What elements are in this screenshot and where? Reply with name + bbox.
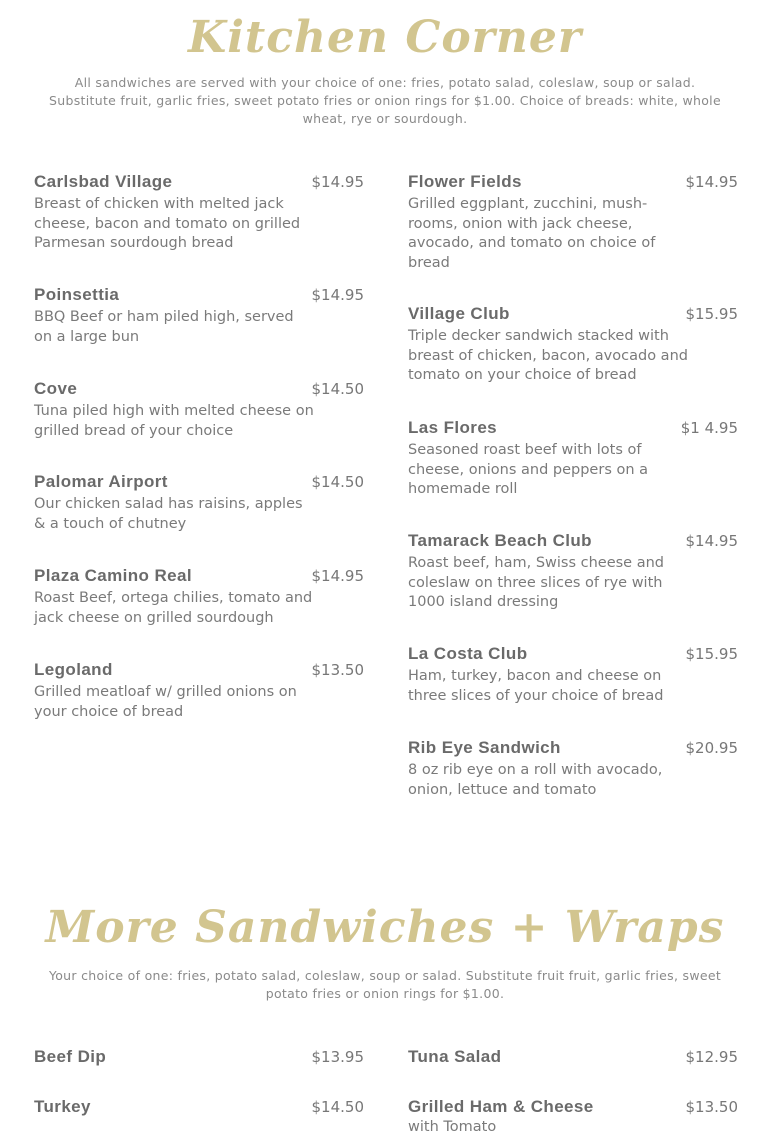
item-price: $20.95 xyxy=(685,739,738,757)
item-price: $15.95 xyxy=(685,305,738,323)
item-description: Seasoned roast beef with lots of cheese, onions and peppers on a homemade roll xyxy=(408,442,649,498)
item-price: $14.95 xyxy=(311,286,364,304)
item-name: Beef Dip xyxy=(34,1047,107,1066)
menu-item-beef-dip xyxy=(34,1046,364,1068)
item-name: Carlsbad Village xyxy=(34,172,173,191)
menu-item-rib-eye-sandwich xyxy=(408,737,738,800)
item-price: $13.50 xyxy=(311,661,364,679)
menu-item-plaza-camino-real xyxy=(34,565,364,628)
item-name: Poinsettia xyxy=(34,285,120,304)
menu-item-flower-fields xyxy=(408,171,738,274)
item-description: BBQ Beef or ham piled high, served on a large bun xyxy=(34,309,294,345)
item-name: Village Club xyxy=(408,304,510,323)
item-description: with Tomato xyxy=(408,1119,497,1135)
item-name: Grilled Ham & Cheese xyxy=(408,1097,594,1116)
item-name: Rib Eye Sandwich xyxy=(408,738,561,757)
menu-item-tamarack-beach-club xyxy=(408,530,738,613)
menu-item-cove xyxy=(34,378,364,441)
item-name: Tuna Salad xyxy=(408,1047,502,1066)
item-price: $13.95 xyxy=(311,1048,364,1066)
item-name: Legoland xyxy=(34,660,113,679)
item-name: Turkey xyxy=(34,1097,91,1116)
item-name: Tamarack Beach Club xyxy=(408,531,592,550)
menu-item-turkey xyxy=(34,1096,364,1118)
kitchen-corner-title: Kitchen Corner xyxy=(187,12,583,63)
item-price: $12.95 xyxy=(685,1048,738,1066)
menu-item-tuna-salad xyxy=(408,1046,738,1068)
item-price: $14.50 xyxy=(311,380,364,398)
more-sandwiches-title: More Sandwiches + Wraps xyxy=(45,902,725,953)
menu-item-legoland xyxy=(34,659,364,722)
menu-item-poinsettia xyxy=(34,284,364,347)
item-price: $1 4.95 xyxy=(680,419,738,437)
item-price: $14.95 xyxy=(685,532,738,550)
menu-item-village-club xyxy=(408,303,738,386)
item-name: La Costa Club xyxy=(408,644,528,663)
item-name: Palomar Airport xyxy=(34,472,168,491)
item-description: Breast of chicken with melted jack cheese, bacon and tomato on grilled Parmesan sourdough bread xyxy=(34,196,301,252)
item-description: Grilled meatloaf w/ grilled onions on your choice of bread xyxy=(34,684,297,720)
menu-item-las-flores xyxy=(408,417,738,500)
item-description: Our chicken salad has raisins, apples & a touch of chutney xyxy=(34,496,303,532)
item-price: $14.95 xyxy=(311,567,364,585)
item-description: 8 oz rib eye on a roll with avocado, onion, lettuce and tomato xyxy=(408,762,663,798)
item-price: $13.50 xyxy=(685,1098,738,1116)
item-description: Tuna piled high with melted cheese on grilled bread of your choice xyxy=(34,403,314,439)
item-description: Roast beef, ham, Swiss cheese and coleslaw on three slices of rye with 1000 island dressing xyxy=(408,555,664,611)
item-description: Grilled eggplant, zucchini, mush-rooms, onion with jack cheese, avocado, and tomato on choice of bread xyxy=(408,196,656,272)
item-price: $14.95 xyxy=(685,173,738,191)
item-name: Flower Fields xyxy=(408,172,522,191)
item-description: Ham, turkey, bacon and cheese on three slices of your choice of bread xyxy=(408,668,664,704)
kitchen-corner-intro: All sandwiches are served with your choice of one: fries, potato salad, coleslaw, soup or salad. Substitute fruit, garlic fries, sweet potato fries or onion rings for $1.00. Choice of breads: white, whole wheat, rye or sourdough. xyxy=(49,75,721,126)
item-name: Las Flores xyxy=(408,418,498,437)
more-sandwiches-intro: Your choice of one: fries, potato salad, coleslaw, soup or salad. Substitute fruit fruit, garlic fries, sweet potato fries or onion rings for $1.00. xyxy=(48,968,722,1001)
item-price: $14.50 xyxy=(311,1098,364,1116)
item-name: Cove xyxy=(34,379,78,398)
menu-item-carlsbad-village xyxy=(34,171,364,254)
menu-item-la-costa-club xyxy=(408,643,738,706)
menu-item-palomar-airport xyxy=(34,471,364,534)
menu-item-grilled-ham-cheese xyxy=(408,1096,738,1138)
item-name: Plaza Camino Real xyxy=(34,566,192,585)
item-price: $14.95 xyxy=(311,173,364,191)
item-description: Triple decker sandwich stacked with breast of chicken, bacon, avocado and tomato on your choice of bread xyxy=(408,328,688,384)
item-description: Roast Beef, ortega chilies, tomato and jack cheese on grilled sourdough xyxy=(34,590,313,626)
item-price: $15.95 xyxy=(685,645,738,663)
item-price: $14.50 xyxy=(311,473,364,491)
